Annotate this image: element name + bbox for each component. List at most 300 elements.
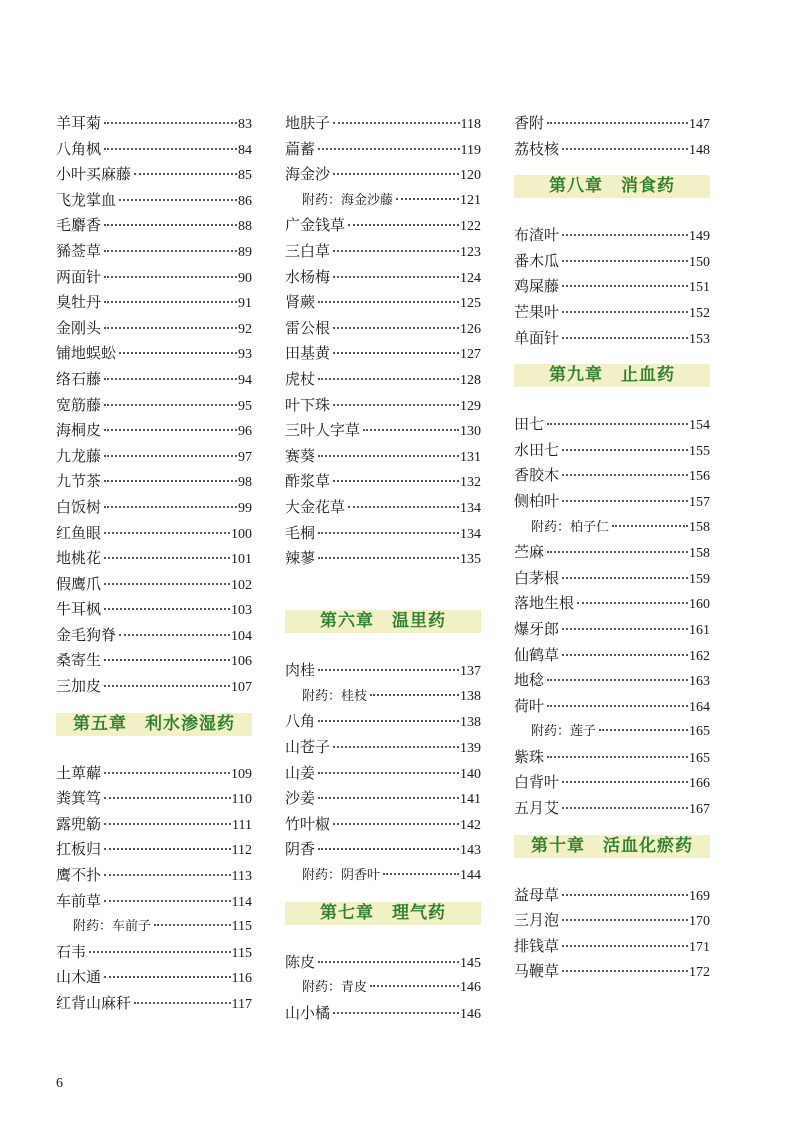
toc-entry[interactable] bbox=[56, 290, 252, 316]
dot-leader bbox=[333, 823, 459, 825]
toc-entry[interactable] bbox=[56, 341, 252, 367]
dot-leader bbox=[547, 122, 688, 124]
toc-entry[interactable] bbox=[56, 837, 252, 863]
entry-page-number: 106 bbox=[231, 654, 252, 670]
entry-name: 假鹰爪 bbox=[56, 574, 102, 593]
toc-subentry[interactable] bbox=[285, 684, 481, 710]
toc-entry[interactable] bbox=[56, 393, 252, 419]
entry-name: 荷叶 bbox=[514, 696, 545, 715]
dot-leader bbox=[562, 148, 688, 150]
toc-entry[interactable] bbox=[514, 438, 710, 464]
entry-name: 附药：阴香叶 bbox=[302, 868, 381, 884]
entry-page-number: 122 bbox=[460, 219, 481, 235]
entry-page-number: 153 bbox=[689, 331, 710, 347]
dot-leader bbox=[562, 474, 688, 476]
entry-name: 金刚头 bbox=[56, 318, 102, 337]
dot-leader bbox=[547, 423, 688, 425]
chapter-heading: 第五章 利水渗湿药 bbox=[56, 713, 252, 736]
toc-subentry[interactable] bbox=[514, 719, 710, 745]
entry-page-number: 83 bbox=[238, 117, 252, 132]
dot-leader bbox=[104, 480, 237, 482]
dot-leader bbox=[89, 951, 231, 953]
entry-name: 附药：海金沙藤 bbox=[302, 192, 394, 208]
chapter-heading: 第八章 消食药 bbox=[514, 175, 710, 198]
entry-page-number: 100 bbox=[231, 526, 252, 542]
dot-leader bbox=[318, 961, 459, 963]
toc-entry[interactable] bbox=[514, 223, 710, 249]
toc-entry[interactable] bbox=[514, 959, 710, 985]
entry-name: 赛葵 bbox=[285, 446, 316, 465]
dot-leader bbox=[154, 924, 231, 926]
entry-page-number: 166 bbox=[689, 776, 710, 792]
entry-name: 水杨梅 bbox=[285, 267, 331, 286]
dot-leader bbox=[333, 352, 459, 354]
entry-name: 山木通 bbox=[56, 968, 102, 987]
toc-column-3 bbox=[514, 111, 710, 985]
toc-entry[interactable] bbox=[56, 648, 252, 674]
toc-entry[interactable] bbox=[514, 908, 710, 934]
entry-page-number: 172 bbox=[689, 965, 710, 981]
entry-page-number: 147 bbox=[689, 117, 710, 132]
dot-leader bbox=[562, 577, 688, 579]
toc-entry[interactable] bbox=[514, 566, 710, 592]
entry-page-number: 102 bbox=[231, 577, 252, 593]
toc-entry[interactable] bbox=[285, 658, 481, 684]
toc-entry[interactable] bbox=[514, 668, 710, 694]
entry-page-number: 129 bbox=[460, 398, 481, 414]
toc-entry[interactable] bbox=[56, 367, 252, 393]
entry-name: 侧柏叶 bbox=[514, 491, 560, 510]
dot-leader bbox=[562, 500, 688, 502]
entry-name: 萹蓄 bbox=[285, 139, 316, 158]
toc-entry[interactable] bbox=[514, 770, 710, 796]
entry-page-number: 138 bbox=[460, 715, 481, 731]
dot-leader bbox=[363, 429, 459, 431]
entry-page-number: 164 bbox=[689, 699, 710, 715]
toc-subentry[interactable] bbox=[285, 975, 481, 1001]
entry-name: 辣蓼 bbox=[285, 549, 316, 568]
toc-entry[interactable] bbox=[56, 418, 252, 444]
toc-subentry[interactable] bbox=[285, 863, 481, 889]
dot-leader bbox=[104, 532, 230, 534]
dot-leader bbox=[104, 301, 237, 303]
dot-leader bbox=[134, 1002, 231, 1004]
entry-name: 露兜簕 bbox=[56, 814, 102, 833]
entry-name: 地桃花 bbox=[56, 549, 102, 568]
entry-page-number: 137 bbox=[460, 664, 481, 680]
toc-entry[interactable] bbox=[56, 940, 252, 966]
entry-page-number: 158 bbox=[689, 546, 710, 562]
toc-entry[interactable] bbox=[56, 239, 252, 265]
entry-page-number: 146 bbox=[460, 1006, 481, 1022]
entry-page-number: 104 bbox=[231, 628, 252, 644]
entry-page-number: 169 bbox=[689, 888, 710, 904]
chapter-heading: 第六章 温里药 bbox=[285, 610, 481, 633]
toc-entry[interactable] bbox=[56, 469, 252, 495]
dot-leader bbox=[333, 480, 459, 482]
toc-subentry[interactable] bbox=[285, 188, 481, 214]
entry-page-number: 152 bbox=[689, 305, 710, 321]
entry-name: 落地生根 bbox=[514, 594, 575, 613]
dot-leader bbox=[318, 455, 459, 457]
entry-page-number: 134 bbox=[460, 526, 481, 542]
entry-page-number: 141 bbox=[460, 792, 481, 808]
entry-name: 附药：青皮 bbox=[302, 980, 368, 996]
entry-page-number: 115 bbox=[231, 945, 252, 961]
toc-entry[interactable] bbox=[514, 796, 710, 822]
toc-entry[interactable] bbox=[285, 316, 481, 342]
entry-name: 金毛狗脊 bbox=[56, 625, 117, 644]
entry-name: 白饭树 bbox=[56, 497, 102, 516]
toc-entry[interactable] bbox=[285, 111, 481, 137]
entry-page-number: 125 bbox=[460, 296, 481, 312]
toc-entry[interactable] bbox=[285, 950, 481, 976]
entry-name: 石韦 bbox=[56, 942, 87, 961]
entry-page-number: 142 bbox=[460, 817, 481, 833]
toc-entry[interactable] bbox=[514, 745, 710, 771]
entry-page-number: 165 bbox=[689, 750, 710, 766]
toc-entry[interactable] bbox=[56, 137, 252, 163]
toc-entry[interactable] bbox=[285, 213, 481, 239]
entry-page-number: 92 bbox=[238, 321, 252, 337]
entry-page-number: 146 bbox=[460, 980, 481, 996]
entry-name: 鹰不扑 bbox=[56, 866, 102, 885]
entry-name: 豨莶草 bbox=[56, 241, 102, 260]
entry-page-number: 139 bbox=[460, 741, 481, 757]
entry-page-number: 89 bbox=[238, 244, 252, 260]
entry-page-number: 151 bbox=[689, 280, 710, 296]
dot-leader bbox=[104, 608, 230, 610]
entry-name: 田基黄 bbox=[285, 344, 331, 363]
dot-leader bbox=[599, 729, 688, 731]
entry-page-number: 171 bbox=[689, 939, 710, 955]
toc-entry[interactable] bbox=[285, 761, 481, 787]
entry-page-number: 126 bbox=[460, 321, 481, 337]
entry-name: 九节茶 bbox=[56, 472, 102, 491]
entry-name: 地肤子 bbox=[285, 114, 331, 132]
dot-leader bbox=[104, 224, 237, 226]
toc-entry[interactable] bbox=[285, 290, 481, 316]
entry-name: 虎杖 bbox=[285, 369, 316, 388]
toc-entry[interactable] bbox=[514, 617, 710, 643]
toc-entry[interactable] bbox=[285, 265, 481, 291]
entry-name: 番木瓜 bbox=[514, 251, 560, 270]
toc-entry[interactable] bbox=[514, 326, 710, 352]
toc-entry[interactable] bbox=[285, 367, 481, 393]
entry-name: 附药：车前子 bbox=[73, 919, 152, 935]
entry-page-number: 135 bbox=[460, 552, 481, 568]
entry-name: 三加皮 bbox=[56, 677, 102, 696]
toc-entry[interactable] bbox=[56, 761, 252, 787]
toc-entry[interactable] bbox=[285, 786, 481, 812]
toc-entry[interactable] bbox=[56, 213, 252, 239]
entry-page-number: 130 bbox=[460, 424, 481, 440]
toc-entry[interactable] bbox=[514, 489, 710, 515]
dot-leader bbox=[562, 337, 688, 339]
entry-name: 雷公根 bbox=[285, 318, 331, 337]
page-number: 6 bbox=[56, 1076, 63, 1091]
entry-name: 马鞭草 bbox=[514, 962, 560, 981]
entry-page-number: 86 bbox=[238, 193, 252, 209]
toc-entry[interactable] bbox=[56, 316, 252, 342]
entry-name: 飞龙掌血 bbox=[56, 190, 117, 209]
dot-leader bbox=[104, 429, 237, 431]
entry-page-number: 144 bbox=[460, 868, 481, 884]
dot-leader bbox=[318, 669, 459, 671]
dot-leader bbox=[104, 685, 230, 687]
toc-column-1 bbox=[56, 111, 252, 1017]
toc-entry[interactable] bbox=[285, 239, 481, 265]
entry-name: 广金钱草 bbox=[285, 216, 346, 235]
dot-leader bbox=[104, 404, 237, 406]
entry-page-number: 160 bbox=[689, 597, 710, 613]
entry-page-number: 167 bbox=[689, 802, 710, 818]
dot-leader bbox=[547, 705, 688, 707]
entry-name: 排钱草 bbox=[514, 936, 560, 955]
toc-entry[interactable] bbox=[514, 300, 710, 326]
entry-name: 臭牡丹 bbox=[56, 293, 102, 312]
dot-leader bbox=[562, 234, 688, 236]
entry-page-number: 112 bbox=[231, 843, 252, 859]
toc-entry[interactable] bbox=[56, 521, 252, 547]
entry-name: 田七 bbox=[514, 415, 545, 434]
entry-page-number: 140 bbox=[460, 766, 481, 782]
dot-leader bbox=[577, 602, 688, 604]
entry-name: 附药：莲子 bbox=[531, 724, 597, 740]
entry-name: 红背山麻秆 bbox=[56, 994, 132, 1012]
entry-page-number: 158 bbox=[689, 519, 710, 535]
toc-entry[interactable] bbox=[285, 837, 481, 863]
toc-entry[interactable] bbox=[56, 965, 252, 991]
dot-leader bbox=[333, 327, 459, 329]
entry-page-number: 149 bbox=[689, 229, 710, 245]
dot-leader bbox=[104, 557, 230, 559]
toc-entry[interactable] bbox=[285, 418, 481, 444]
entry-name: 叶下珠 bbox=[285, 395, 331, 414]
entry-page-number: 163 bbox=[689, 674, 710, 690]
entry-page-number: 159 bbox=[689, 571, 710, 587]
entry-page-number: 119 bbox=[460, 142, 481, 158]
dot-leader bbox=[333, 404, 459, 406]
entry-page-number: 123 bbox=[460, 244, 481, 260]
entry-name: 大金花草 bbox=[285, 497, 346, 516]
toc-entry[interactable] bbox=[56, 991, 252, 1017]
entry-page-number: 118 bbox=[460, 117, 481, 132]
toc-entry[interactable] bbox=[56, 444, 252, 470]
dot-leader bbox=[333, 1012, 459, 1014]
dot-leader bbox=[562, 945, 688, 947]
entry-name: 牛耳枫 bbox=[56, 600, 102, 619]
entry-page-number: 116 bbox=[231, 971, 252, 987]
entry-name: 扛板归 bbox=[56, 840, 102, 859]
toc-entry[interactable] bbox=[56, 863, 252, 889]
dot-leader bbox=[104, 797, 231, 799]
entry-page-number: 109 bbox=[231, 766, 252, 782]
toc-entry[interactable] bbox=[285, 521, 481, 547]
dot-leader bbox=[562, 654, 688, 656]
entry-name: 仙鹤草 bbox=[514, 645, 560, 664]
entry-page-number: 143 bbox=[460, 843, 481, 859]
toc-entry[interactable] bbox=[285, 137, 481, 163]
entry-page-number: 115 bbox=[231, 919, 252, 935]
entry-page-number: 134 bbox=[460, 500, 481, 516]
entry-page-number: 131 bbox=[460, 449, 481, 465]
toc-entry[interactable] bbox=[56, 495, 252, 521]
toc-subentry[interactable] bbox=[56, 914, 252, 940]
entry-name: 红鱼眼 bbox=[56, 523, 102, 542]
entry-name: 竹叶椒 bbox=[285, 814, 331, 833]
entry-name: 附药：柏子仁 bbox=[531, 519, 610, 535]
entry-page-number: 117 bbox=[231, 997, 252, 1012]
toc-entry[interactable] bbox=[514, 934, 710, 960]
entry-page-number: 91 bbox=[238, 296, 252, 312]
dot-leader bbox=[104, 976, 231, 978]
entry-name: 毛麝香 bbox=[56, 216, 102, 235]
dot-leader bbox=[318, 557, 459, 559]
entry-name: 鸡屎藤 bbox=[514, 277, 560, 296]
entry-name: 粪箕笃 bbox=[56, 789, 102, 808]
toc-entry[interactable] bbox=[56, 786, 252, 812]
entry-name: 海桐皮 bbox=[56, 421, 102, 440]
toc-entry[interactable] bbox=[56, 623, 252, 649]
dot-leader bbox=[104, 122, 237, 124]
dot-leader bbox=[119, 634, 230, 636]
dot-leader bbox=[104, 659, 230, 661]
dot-leader bbox=[318, 532, 459, 534]
entry-name: 香附 bbox=[514, 114, 545, 132]
dot-leader bbox=[547, 679, 688, 681]
dot-leader bbox=[318, 720, 459, 722]
entry-page-number: 90 bbox=[238, 270, 252, 286]
entry-page-number: 170 bbox=[689, 914, 710, 930]
entry-name: 海金沙 bbox=[285, 165, 331, 184]
entry-page-number: 95 bbox=[238, 398, 252, 414]
dot-leader bbox=[562, 807, 688, 809]
toc-entry[interactable] bbox=[285, 495, 481, 521]
entry-name: 布渣叶 bbox=[514, 226, 560, 245]
entry-page-number: 157 bbox=[689, 494, 710, 510]
dot-leader bbox=[562, 285, 688, 287]
entry-name: 山姜 bbox=[285, 763, 316, 782]
dot-leader bbox=[104, 772, 230, 774]
toc-entry[interactable] bbox=[56, 188, 252, 214]
dot-leader bbox=[104, 250, 237, 252]
dot-leader bbox=[104, 506, 237, 508]
entry-name: 毛桐 bbox=[285, 523, 316, 542]
dot-leader bbox=[134, 173, 237, 175]
entry-name: 小叶买麻藤 bbox=[56, 165, 132, 184]
entry-page-number: 97 bbox=[238, 449, 252, 465]
entry-name: 沙姜 bbox=[285, 789, 316, 808]
entry-page-number: 155 bbox=[689, 443, 710, 459]
toc-entry[interactable] bbox=[514, 463, 710, 489]
toc-entry[interactable] bbox=[514, 694, 710, 720]
toc-entry[interactable] bbox=[56, 546, 252, 572]
dot-leader bbox=[547, 551, 688, 553]
dot-leader bbox=[562, 894, 688, 896]
dot-leader bbox=[370, 694, 459, 696]
entry-name: 羊耳菊 bbox=[56, 114, 102, 132]
entry-page-number: 103 bbox=[231, 603, 252, 619]
toc-entry[interactable] bbox=[56, 812, 252, 838]
toc-entry[interactable] bbox=[56, 162, 252, 188]
entry-name: 两面针 bbox=[56, 267, 102, 286]
toc-entry[interactable] bbox=[285, 341, 481, 367]
entry-name: 山小橘 bbox=[285, 1003, 331, 1022]
entry-page-number: 162 bbox=[689, 648, 710, 664]
dot-leader bbox=[318, 848, 459, 850]
toc-entry[interactable] bbox=[56, 597, 252, 623]
toc-entry[interactable] bbox=[514, 137, 710, 163]
toc-entry[interactable] bbox=[285, 1001, 481, 1027]
entry-name: 铺地蜈蚣 bbox=[56, 344, 117, 363]
dot-leader bbox=[383, 873, 459, 875]
dot-leader bbox=[104, 848, 231, 850]
toc-entry[interactable] bbox=[285, 812, 481, 838]
entry-name: 八角 bbox=[285, 712, 316, 731]
toc-entry[interactable] bbox=[285, 444, 481, 470]
toc-entry[interactable] bbox=[514, 643, 710, 669]
entry-name: 土萆薢 bbox=[56, 763, 102, 782]
toc-entry[interactable] bbox=[514, 249, 710, 275]
toc-subentry[interactable] bbox=[514, 515, 710, 541]
entry-page-number: 107 bbox=[231, 680, 252, 696]
entry-name: 车前草 bbox=[56, 891, 102, 910]
entry-name: 荔枝核 bbox=[514, 139, 560, 158]
toc-entry[interactable] bbox=[514, 883, 710, 909]
toc-entry[interactable] bbox=[285, 162, 481, 188]
entry-name: 白茅根 bbox=[514, 568, 560, 587]
toc-column-2 bbox=[285, 111, 481, 1026]
toc-entry[interactable] bbox=[514, 540, 710, 566]
toc-entry[interactable] bbox=[56, 111, 252, 137]
toc-entry[interactable] bbox=[56, 572, 252, 598]
dot-leader bbox=[104, 327, 237, 329]
toc-entry[interactable] bbox=[514, 274, 710, 300]
spacer bbox=[285, 572, 481, 598]
toc-entry[interactable] bbox=[285, 709, 481, 735]
toc-entry[interactable] bbox=[56, 674, 252, 700]
entry-name: 芒果叶 bbox=[514, 302, 560, 321]
entry-name: 爆牙郎 bbox=[514, 619, 560, 638]
entry-name: 桑寄生 bbox=[56, 651, 102, 670]
toc-entry[interactable] bbox=[56, 265, 252, 291]
chapter-heading: 第十章 活血化瘀药 bbox=[514, 835, 710, 858]
toc-entry[interactable] bbox=[285, 393, 481, 419]
entry-page-number: 150 bbox=[689, 254, 710, 270]
entry-name: 八角枫 bbox=[56, 139, 102, 158]
entry-page-number: 156 bbox=[689, 469, 710, 485]
toc-entry[interactable] bbox=[56, 889, 252, 915]
dot-leader bbox=[333, 173, 459, 175]
entry-name: 酢浆草 bbox=[285, 472, 331, 491]
toc-entry[interactable] bbox=[285, 735, 481, 761]
toc-entry[interactable] bbox=[514, 412, 710, 438]
dot-leader bbox=[396, 198, 459, 200]
entry-page-number: 120 bbox=[460, 168, 481, 184]
dot-leader bbox=[318, 378, 459, 380]
toc-entry[interactable] bbox=[514, 591, 710, 617]
toc-entry[interactable] bbox=[285, 546, 481, 572]
entry-page-number: 148 bbox=[689, 142, 710, 158]
toc-entry[interactable] bbox=[514, 111, 710, 137]
entry-name: 阴香 bbox=[285, 840, 316, 859]
toc-entry[interactable] bbox=[285, 469, 481, 495]
entry-page-number: 154 bbox=[689, 418, 710, 434]
dot-leader bbox=[562, 311, 688, 313]
dot-leader bbox=[104, 823, 231, 825]
entry-page-number: 128 bbox=[460, 372, 481, 388]
